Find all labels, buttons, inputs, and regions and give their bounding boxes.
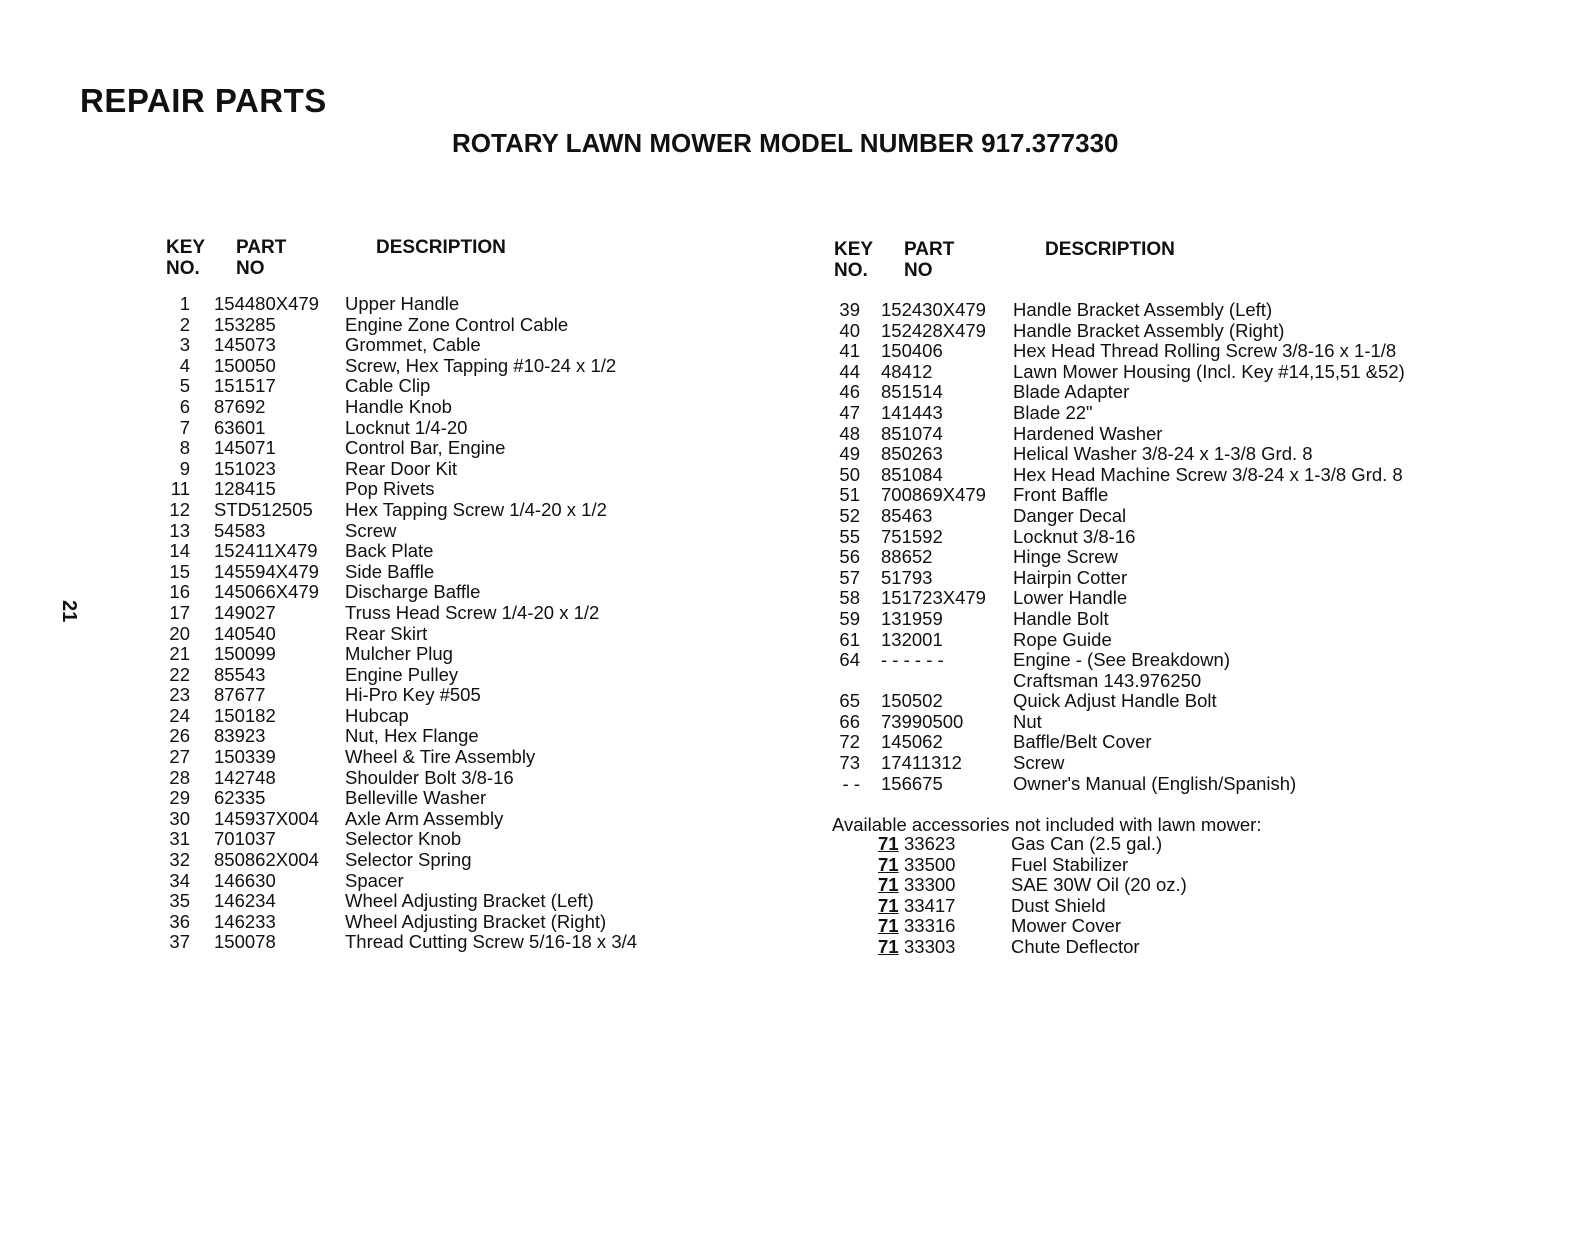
page-heading: REPAIR PARTS <box>80 82 327 119</box>
key-number: 4 <box>179 354 190 376</box>
table-row <box>828 382 1448 403</box>
part-number: 151023 <box>214 457 276 479</box>
part-description: Engine Zone Control Cable <box>345 313 569 335</box>
table-row <box>160 829 680 850</box>
part-number: 145073 <box>214 334 276 356</box>
key-number: 3 <box>179 334 190 356</box>
part-number: 152411X479 <box>214 540 318 562</box>
accessory-prefix: 71 <box>878 853 899 875</box>
accessory-prefix: 71 <box>878 894 899 916</box>
accessory-description: Mower Cover <box>1011 915 1121 937</box>
key-number: 57 <box>839 566 860 588</box>
table-row <box>828 547 1448 568</box>
part-number: 150050 <box>214 354 276 376</box>
part-description: Axle Arm Assembly <box>345 807 504 829</box>
key-header-line1: KEY <box>166 237 206 258</box>
part-description: Spacer <box>345 869 404 891</box>
part-number: 141443 <box>881 401 943 423</box>
table-row <box>828 588 1448 609</box>
left-parts-table <box>160 294 680 953</box>
accessory-description: SAE 30W Oil (20 oz.) <box>1011 874 1187 896</box>
key-header-line2: NO. <box>166 258 200 279</box>
part-number: 51793 <box>881 566 933 588</box>
key-number: 26 <box>169 725 190 747</box>
left-key-header <box>166 237 205 279</box>
key-number: 27 <box>169 746 190 768</box>
left-part-header <box>236 237 286 279</box>
accessory-part-number: 33417 <box>904 894 956 916</box>
key-number: 37 <box>169 931 190 953</box>
part-description: Handle Bracket Assembly (Right) <box>1013 319 1285 341</box>
key-number: 12 <box>169 498 190 520</box>
table-row <box>828 300 1448 321</box>
key-number: 5 <box>179 375 190 397</box>
page-number: 21 <box>58 600 80 623</box>
part-number: 150099 <box>214 643 276 665</box>
accessories-table <box>876 834 1296 958</box>
key-number: 1 <box>179 293 190 314</box>
key-number: 59 <box>839 607 860 629</box>
part-number: 145062 <box>881 731 943 753</box>
table-row <box>828 527 1448 548</box>
table-row <box>828 609 1448 630</box>
key-number: 2 <box>179 313 190 335</box>
key-number: - - <box>842 772 860 794</box>
table-row <box>160 850 680 871</box>
table-row <box>160 726 680 747</box>
right-description-header: DESCRIPTION <box>1045 239 1175 260</box>
table-row <box>160 541 680 562</box>
table-row <box>828 444 1448 465</box>
right-part-header <box>904 239 954 281</box>
part-number: - - - - - - <box>881 649 944 671</box>
table-row <box>828 485 1448 506</box>
table-row <box>160 603 680 624</box>
part-number: 48412 <box>881 360 933 382</box>
part-description: Selector Spring <box>345 849 472 871</box>
part-number: 145066X479 <box>214 581 319 603</box>
key-number: 48 <box>839 422 860 444</box>
part-description: Wheel & Tire Assembly <box>345 746 536 768</box>
left-description-header: DESCRIPTION <box>376 237 506 258</box>
key-number: 15 <box>169 560 190 582</box>
accessory-row <box>876 834 1296 855</box>
key-number: 72 <box>839 731 860 753</box>
accessory-prefix: 71 <box>878 833 899 854</box>
part-header-line1: PART <box>904 239 955 260</box>
accessory-prefix: 71 <box>878 915 899 937</box>
part-description: Control Bar, Engine <box>345 437 506 459</box>
part-description: Upper Handle <box>345 293 460 314</box>
key-number: 51 <box>839 484 860 506</box>
part-description: Helical Washer 3/8-24 x 1-3/8 Grd. 8 <box>1013 443 1313 465</box>
part-number: 17411312 <box>881 752 962 774</box>
table-row <box>828 321 1448 342</box>
part-number: 63601 <box>214 416 266 438</box>
key-header-line1: KEY <box>834 239 874 260</box>
table-row <box>828 712 1448 733</box>
part-description: Hubcap <box>345 704 409 726</box>
accessory-prefix: 71 <box>878 935 899 957</box>
key-number: 64 <box>839 649 860 671</box>
table-row <box>828 650 1448 671</box>
table-row <box>160 418 680 439</box>
part-description: Wheel Adjusting Bracket (Right) <box>345 910 607 932</box>
part-number: 140540 <box>214 622 276 644</box>
table-row <box>828 568 1448 589</box>
part-number: STD512505 <box>214 498 313 520</box>
table-row <box>160 315 680 336</box>
part-number: 851084 <box>881 463 943 485</box>
table-row <box>828 506 1448 527</box>
table-row <box>160 747 680 768</box>
table-row <box>828 753 1448 774</box>
part-description: Baffle/Belt Cover <box>1013 731 1152 753</box>
table-row <box>160 891 680 912</box>
part-number: 149027 <box>214 601 276 623</box>
part-number: 150339 <box>214 746 276 768</box>
key-number: 56 <box>839 546 860 568</box>
key-number: 35 <box>169 890 190 912</box>
part-number: 73990500 <box>881 710 964 732</box>
key-number: 36 <box>169 910 190 932</box>
key-number: 40 <box>839 319 860 341</box>
table-row <box>160 356 680 377</box>
key-number: 7 <box>179 416 190 438</box>
table-row <box>828 732 1448 753</box>
part-number: 131959 <box>881 607 943 629</box>
key-number: 6 <box>179 395 190 417</box>
key-number: 8 <box>179 437 190 459</box>
part-description: Hairpin Cotter <box>1013 566 1128 588</box>
part-number: 151723X479 <box>881 587 986 609</box>
part-description: Engine - (See Breakdown) <box>1013 649 1230 671</box>
part-number: 851074 <box>881 422 943 444</box>
part-number: 142748 <box>214 766 276 788</box>
accessory-row <box>876 875 1296 896</box>
part-description: Rear Door Kit <box>345 457 458 479</box>
part-number: 83923 <box>214 725 266 747</box>
table-row <box>828 774 1448 795</box>
part-description: Grommet, Cable <box>345 334 481 356</box>
part-description: Craftsman 143.976250 <box>1013 669 1202 691</box>
table-row <box>160 562 680 583</box>
part-number: 701037 <box>214 828 276 850</box>
key-number: 29 <box>169 787 190 809</box>
key-number: 9 <box>179 457 190 479</box>
key-number: 14 <box>169 540 190 562</box>
table-row <box>160 521 680 542</box>
key-number: 46 <box>839 381 860 403</box>
part-description: Selector Knob <box>345 828 462 850</box>
table-row <box>828 630 1448 651</box>
part-description: Owner's Manual (English/Spanish) <box>1013 772 1297 794</box>
key-number: 24 <box>169 704 190 726</box>
table-row <box>160 335 680 356</box>
part-description: Discharge Baffle <box>345 581 481 603</box>
key-number: 66 <box>839 710 860 732</box>
key-number: 55 <box>839 525 860 547</box>
key-number: 73 <box>839 752 860 774</box>
table-row <box>160 294 680 315</box>
part-number: 751592 <box>881 525 943 547</box>
part-number: 151517 <box>214 375 276 397</box>
accessory-description: Gas Can (2.5 gal.) <box>1011 833 1163 854</box>
part-number: 146630 <box>214 869 276 891</box>
key-number: 58 <box>839 587 860 609</box>
table-row <box>828 465 1448 486</box>
part-description: Danger Decal <box>1013 504 1127 526</box>
part-description: Shoulder Bolt 3/8-16 <box>345 766 514 788</box>
right-parts-table <box>828 300 1448 794</box>
table-row <box>160 665 680 686</box>
key-number: 52 <box>839 504 860 526</box>
table-row <box>828 362 1448 383</box>
accessories-intro: Available accessories not included with lawn mower: <box>832 814 1262 835</box>
accessory-part-number: 33303 <box>904 935 956 957</box>
accessory-prefix: 71 <box>878 874 899 896</box>
table-row <box>160 582 680 603</box>
part-number: 152430X479 <box>881 299 986 320</box>
part-header-line1: PART <box>236 237 287 258</box>
part-description: Nut, Hex Flange <box>345 725 479 747</box>
part-description: Locknut 3/8-16 <box>1013 525 1136 547</box>
part-header-line2: NO <box>236 258 265 279</box>
table-row <box>160 706 680 727</box>
table-row <box>160 912 680 933</box>
part-description: Nut <box>1013 710 1042 732</box>
table-row <box>160 932 680 953</box>
key-number: 31 <box>169 828 190 850</box>
part-description: Blade 22" <box>1013 401 1093 423</box>
part-description: Hex Tapping Screw 1/4-20 x 1/2 <box>345 498 607 520</box>
part-description: Truss Head Screw 1/4-20 x 1/2 <box>345 601 600 623</box>
accessory-description: Fuel Stabilizer <box>1011 853 1129 875</box>
part-number: 145937X004 <box>214 807 319 829</box>
key-number: 49 <box>839 443 860 465</box>
part-description: Wheel Adjusting Bracket (Left) <box>345 890 594 912</box>
key-number: 50 <box>839 463 860 485</box>
part-description: Rear Skirt <box>345 622 428 644</box>
accessory-row <box>876 896 1296 917</box>
accessory-part-number: 33316 <box>904 915 956 937</box>
accessory-description: Dust Shield <box>1011 894 1106 916</box>
key-number: 17 <box>169 601 190 623</box>
part-number: 156675 <box>881 772 943 794</box>
key-number: 22 <box>169 663 190 685</box>
key-number: 23 <box>169 684 190 706</box>
part-number: 150182 <box>214 704 276 726</box>
key-number: 41 <box>839 340 860 362</box>
part-description: Cable Clip <box>345 375 431 397</box>
key-number: 13 <box>169 519 190 541</box>
table-row <box>828 341 1448 362</box>
part-number: 850862X004 <box>214 849 319 871</box>
key-header-line2: NO. <box>834 260 868 281</box>
table-row <box>160 376 680 397</box>
part-description: Hi-Pro Key #505 <box>345 684 481 706</box>
table-row <box>160 644 680 665</box>
key-number: 65 <box>839 690 860 712</box>
part-description: Locknut 1/4-20 <box>345 416 468 438</box>
accessory-description: Chute Deflector <box>1011 935 1140 957</box>
part-number: 146233 <box>214 910 276 932</box>
part-description: Handle Knob <box>345 395 452 417</box>
part-description: Rope Guide <box>1013 628 1112 650</box>
part-description: Screw <box>1013 752 1065 774</box>
part-number: 850263 <box>881 443 943 465</box>
part-number: 150078 <box>214 931 276 953</box>
table-row <box>160 479 680 500</box>
accessory-row <box>876 937 1296 958</box>
key-number: 30 <box>169 807 190 829</box>
part-number: 128415 <box>214 478 276 500</box>
part-number: 87677 <box>214 684 266 706</box>
part-description: Hardened Washer <box>1013 422 1163 444</box>
part-description: Hex Head Thread Rolling Screw 3/8-16 x 1-1/8 <box>1013 340 1397 362</box>
part-number: 146234 <box>214 890 276 912</box>
table-row <box>160 438 680 459</box>
part-description: Hex Head Machine Screw 3/8-24 x 1-3/8 Grd. 8 <box>1013 463 1403 485</box>
accessory-row <box>876 916 1296 937</box>
part-description: Quick Adjust Handle Bolt <box>1013 690 1217 712</box>
key-number: 21 <box>169 643 190 665</box>
part-description: Engine Pulley <box>345 663 459 685</box>
part-description: Thread Cutting Screw 5/16-18 x 3/4 <box>345 931 638 953</box>
part-number: 54583 <box>214 519 266 541</box>
part-description: Side Baffle <box>345 560 435 582</box>
accessory-part-number: 33300 <box>904 874 956 896</box>
part-description: Screw <box>345 519 397 541</box>
part-description: Hinge Screw <box>1013 546 1118 568</box>
part-description: Handle Bolt <box>1013 607 1109 629</box>
key-number: 44 <box>839 360 860 382</box>
page-subtitle: ROTARY LAWN MOWER MODEL NUMBER 917.377330 <box>452 128 1119 158</box>
key-number: 16 <box>169 581 190 603</box>
part-description: Back Plate <box>345 540 434 562</box>
part-number: 85543 <box>214 663 266 685</box>
key-number: 28 <box>169 766 190 788</box>
table-row <box>160 788 680 809</box>
table-row <box>160 624 680 645</box>
right-key-header <box>834 239 873 281</box>
part-description: Blade Adapter <box>1013 381 1130 403</box>
table-row <box>160 768 680 789</box>
part-number: 150406 <box>881 340 943 362</box>
part-description: Front Baffle <box>1013 484 1109 506</box>
part-description: Screw, Hex Tapping #10-24 x 1/2 <box>345 354 617 376</box>
part-number: 145071 <box>214 437 276 459</box>
part-description: Lawn Mower Housing (Incl. Key #14,15,51 &52) <box>1013 360 1405 382</box>
part-number: 851514 <box>881 381 943 403</box>
key-number: 20 <box>169 622 190 644</box>
part-number: 145594X479 <box>214 560 319 582</box>
part-number: 154480X479 <box>214 293 319 314</box>
key-number: 11 <box>170 478 190 500</box>
part-description: Belleville Washer <box>345 787 487 809</box>
part-number: 85463 <box>881 504 933 526</box>
part-description: Mulcher Plug <box>345 643 453 665</box>
part-header-line2: NO <box>904 260 933 281</box>
key-number: 61 <box>839 628 860 650</box>
part-number: 150502 <box>881 690 943 712</box>
part-number: 62335 <box>214 787 266 809</box>
table-row <box>828 691 1448 712</box>
table-row <box>160 871 680 892</box>
part-number: 152428X479 <box>881 319 986 341</box>
part-description: Lower Handle <box>1013 587 1128 609</box>
part-number: 700869X479 <box>881 484 986 506</box>
part-number: 88652 <box>881 546 933 568</box>
key-number: 47 <box>839 401 860 423</box>
table-row <box>828 403 1448 424</box>
key-number: 34 <box>169 869 190 891</box>
table-row <box>160 685 680 706</box>
accessory-part-number: 33500 <box>904 853 956 875</box>
table-row <box>160 500 680 521</box>
accessory-row <box>876 855 1296 876</box>
accessory-part-number: 33623 <box>904 833 956 854</box>
key-number: 39 <box>839 299 860 320</box>
key-number: 32 <box>169 849 190 871</box>
table-row <box>160 809 680 830</box>
table-row <box>160 459 680 480</box>
table-row <box>828 671 1448 692</box>
part-number: 87692 <box>214 395 266 417</box>
part-number: 153285 <box>214 313 276 335</box>
table-row <box>828 424 1448 445</box>
table-row <box>160 397 680 418</box>
part-number: 132001 <box>881 628 943 650</box>
part-description: Handle Bracket Assembly (Left) <box>1013 299 1273 320</box>
part-description: Pop Rivets <box>345 478 435 500</box>
